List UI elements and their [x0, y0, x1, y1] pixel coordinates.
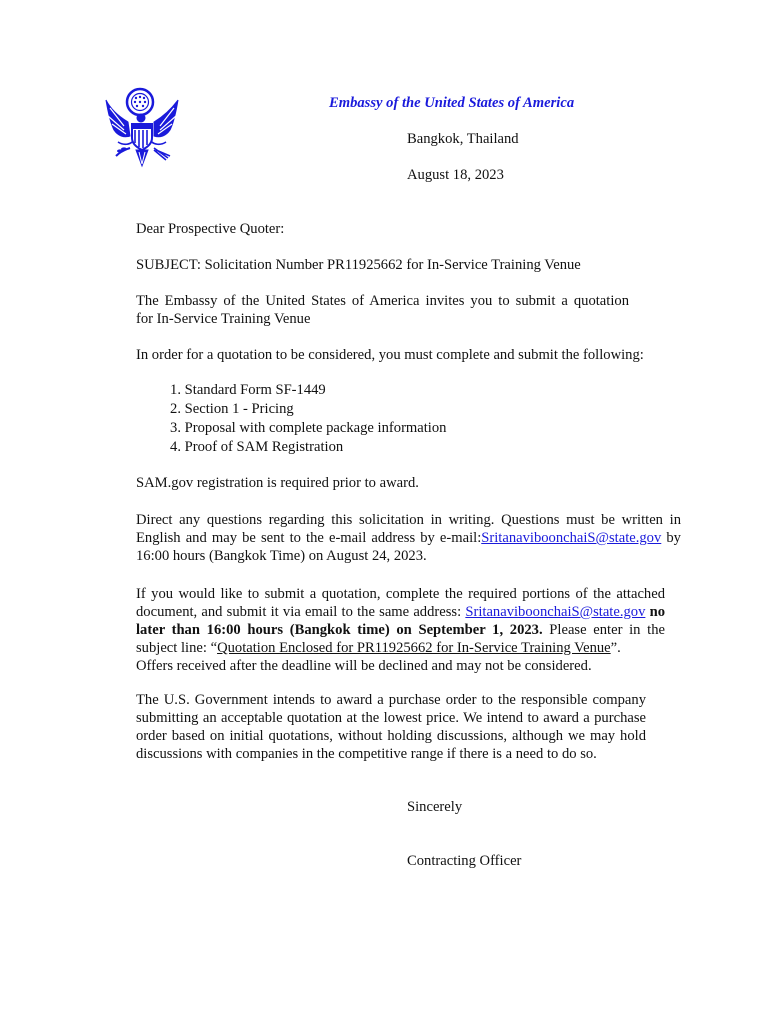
submission-line: If you would like to submit a quotation, complete the required portions of the attached: [136, 586, 665, 602]
requirement-item: [136, 400, 446, 419]
submission-paragraph: [136, 585, 665, 675]
award-paragraph: [136, 691, 646, 763]
required-email-subject: Quotation Enclosed for PR11925662 for In-Service Training Venue: [217, 640, 611, 656]
questions-line: [136, 529, 681, 547]
award-line: The U.S. Government intends to award a purchase order to the responsible company: [136, 692, 646, 708]
questions-line: Direct any questions regarding this solicitation in writing. Questions must be written in: [136, 512, 681, 528]
submission-deadline-bold: later than 16:00 hours (Bangkok time) on September 1, 2023.: [136, 622, 543, 638]
invitation-paragraph: [136, 292, 629, 328]
award-line: submitting an acceptable quotation at the lowest price. We intend to award a purchase: [136, 710, 646, 726]
sam-registration-note: SAM.gov registration is required prior to award.: [136, 475, 419, 491]
letter-city: Bangkok, Thailand: [407, 131, 519, 147]
signatory-title: Contracting Officer: [407, 853, 522, 869]
questions-line-prefix: English and may be sent to the e-mail address by e-mail:: [136, 530, 482, 546]
submission-line-prefix: document, and submit it via email to the same address:: [136, 604, 466, 620]
submission-line: [136, 603, 665, 621]
requirement-number: 2.: [170, 401, 181, 417]
submission-line-prefix: subject line: “: [136, 640, 218, 656]
invitation-line: The Embassy of the United States of America invites you to submit a quotation: [136, 293, 629, 309]
requirement-number: 4.: [170, 439, 181, 455]
embassy-name: Embassy of the United States of America: [329, 95, 575, 111]
award-line: discussions with companies in the competitive range if there is a need to do so.: [136, 746, 597, 762]
questions-line-suffix: by: [661, 530, 681, 546]
requirement-text: Standard Form SF-1449: [184, 382, 326, 398]
requirement-text: Proposal with complete package information: [184, 420, 447, 436]
requirement-number: 3.: [170, 420, 181, 436]
submission-deadline-bold: no: [645, 604, 666, 620]
requirement-item: [136, 438, 446, 457]
submission-line-suffix: ”.: [610, 640, 621, 656]
letter-date: August 18, 2023: [407, 167, 504, 183]
submission-email-link[interactable]: SritanaviboonchaiS@state.gov: [465, 604, 646, 620]
requirements-intro: In order for a quotation to be considered, you must complete and submit the following:: [136, 347, 644, 363]
salutation: Dear Prospective Quoter:: [136, 221, 285, 237]
requirement-item: [136, 419, 446, 438]
submission-line: [136, 639, 665, 657]
questions-email-link[interactable]: SritanaviboonchaiS@state.gov: [481, 530, 662, 546]
requirements-list: [136, 381, 446, 457]
great-seal-eagle-icon: [104, 86, 180, 172]
award-line: order based on initial quotations, without holding discussions, although we may hold: [136, 728, 646, 744]
requirement-text: Proof of SAM Registration: [184, 439, 344, 455]
invitation-line: for In-Service Training Venue: [136, 311, 311, 327]
subject-line: SUBJECT: Solicitation Number PR11925662 for In-Service Training Venue: [136, 257, 581, 273]
questions-deadline: 16:00 hours (Bangkok Time) on August 24, 2023.: [136, 548, 427, 564]
submission-line: Offers received after the deadline will be declined and may not be considered.: [136, 658, 592, 674]
requirement-text: Section 1 - Pricing: [184, 401, 294, 417]
submission-line-rest: Please enter in the: [542, 622, 665, 638]
submission-line: [136, 621, 665, 639]
closing: Sincerely: [407, 799, 463, 815]
requirement-number: 1.: [170, 382, 181, 398]
questions-paragraph: [136, 511, 681, 565]
requirement-item: [136, 381, 446, 400]
